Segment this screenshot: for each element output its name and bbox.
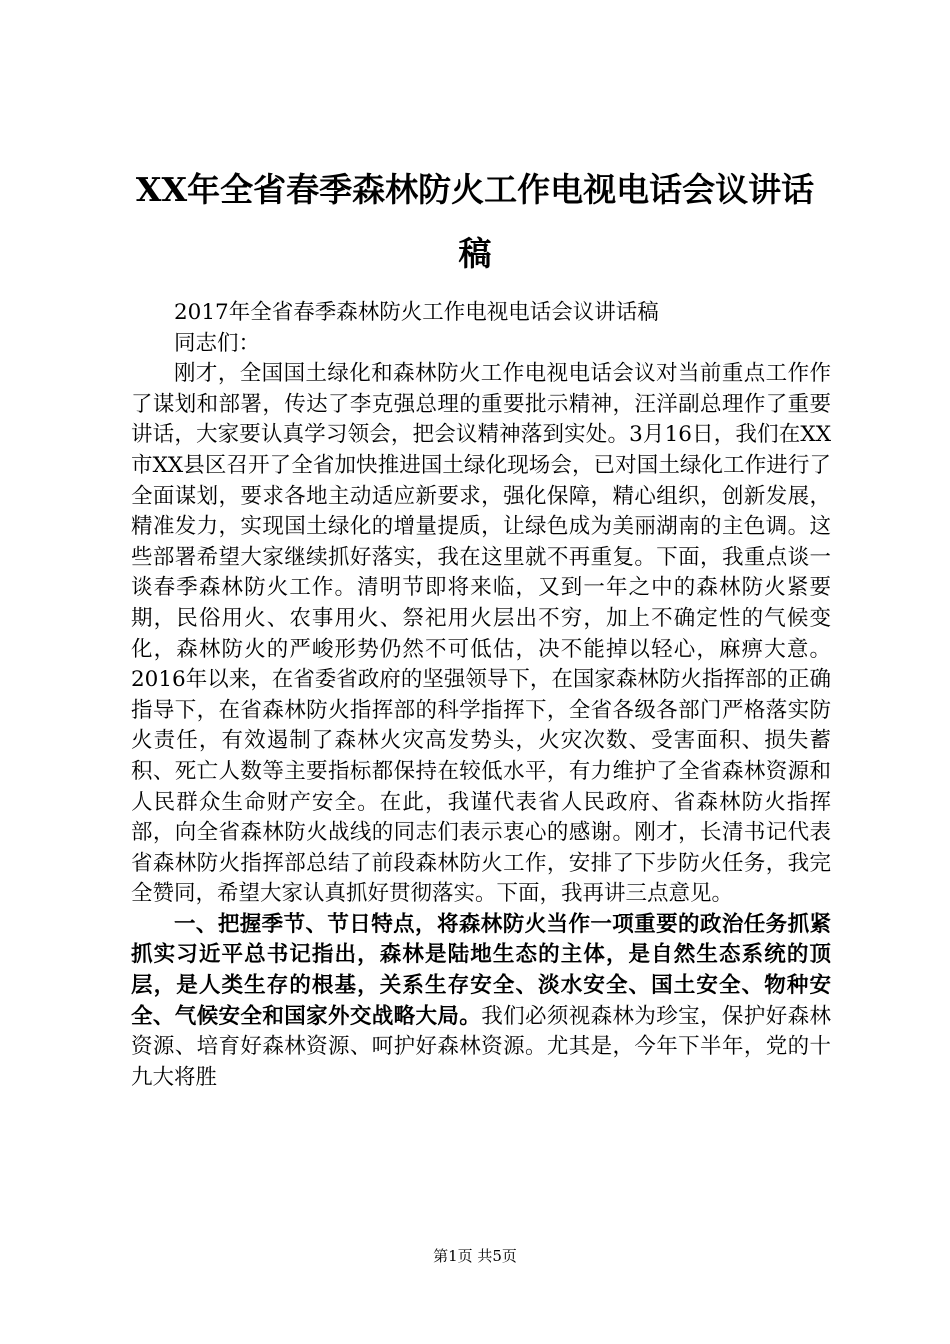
paragraph-2-bold-lead: 一、把握季节、节日特点，将森林防火当作一项重要的政治任务抓紧抓实习近平总书记指出，森林是陆地生态的主体，是自然生态系统的顶层，是人类生存的根基，关系生存安全、淡水安全、国土安全、物种安全、气候安全和国家外交战略大局。 xyxy=(131,911,831,1029)
salutation: 同志们： xyxy=(174,330,261,356)
subtitle: 2017年全省春季森林防火工作电视电话会议讲话稿 xyxy=(174,300,659,325)
document-body xyxy=(131,298,831,1093)
page-footer: 第1页 共5页 xyxy=(433,1247,517,1265)
paragraph-1: 刚才，全国国土绿化和森林防火工作电视电话会议对当前重点工作作了谋划和部署，传达了李克强总理的重要批示精神，汪洋副总理作了重要讲话，大家要认真学习领会，把会议精神落到实处。3月16日，我们在XX市XX县区召开了全省加快推进国土绿化现场会，已对国土绿化工作进行了全面谋划，要求各地主动适应新要求，强化保障，精心组织，创新发展，精准发力，实现国土绿化的增量提质，让绿色成为美丽湖南的主色调。这些部署希望大家继续抓好落实，我在这里就不再重复。下面，我重点谈一谈春季森林防火工作。清明节即将来临，又到一年之中的森林防火紧要期，民俗用火、农事用火、祭祀用火层出不穷，加上不确定性的气候变化，森林防火的严峻形势仍然不可低估，决不能掉以轻心，麻痹大意。2016年以来，在省委省政府的坚强领导下，在国家森林防火指挥部的正确指导下，在省森林防火指挥部的科学指挥下，全省各级各部门严格落实防火责任，有效遏制了森林火灾高发势头，火灾次数、受害面积、损失蓄积、死亡人数等主要指标都保持在较低水平，有力维护了全省森林资源和人民群众生命财产安全。在此，我谨代表省人民政府、省森林防火指挥部，向全省森林防火战线的同志们表示衷心的感谢。刚才，长清书记代表省森林防火指挥部总结了前段森林防火工作，安排了下步防火任务，我完全赞同，希望大家认真抓好贯彻落实。下面，我再讲三点意见。 xyxy=(131,361,831,907)
paragraph-2-rest: 我们必须视森林为珍宝，保护好森林资源、培育好森林资源、呵护好森林资源。尤其是，今年下半年，党的十九大将胜 xyxy=(131,1003,831,1090)
document-title: XX年全省春季森林防火工作电视电话会议讲话稿 xyxy=(135,170,815,273)
paragraph-2 xyxy=(131,910,831,1094)
